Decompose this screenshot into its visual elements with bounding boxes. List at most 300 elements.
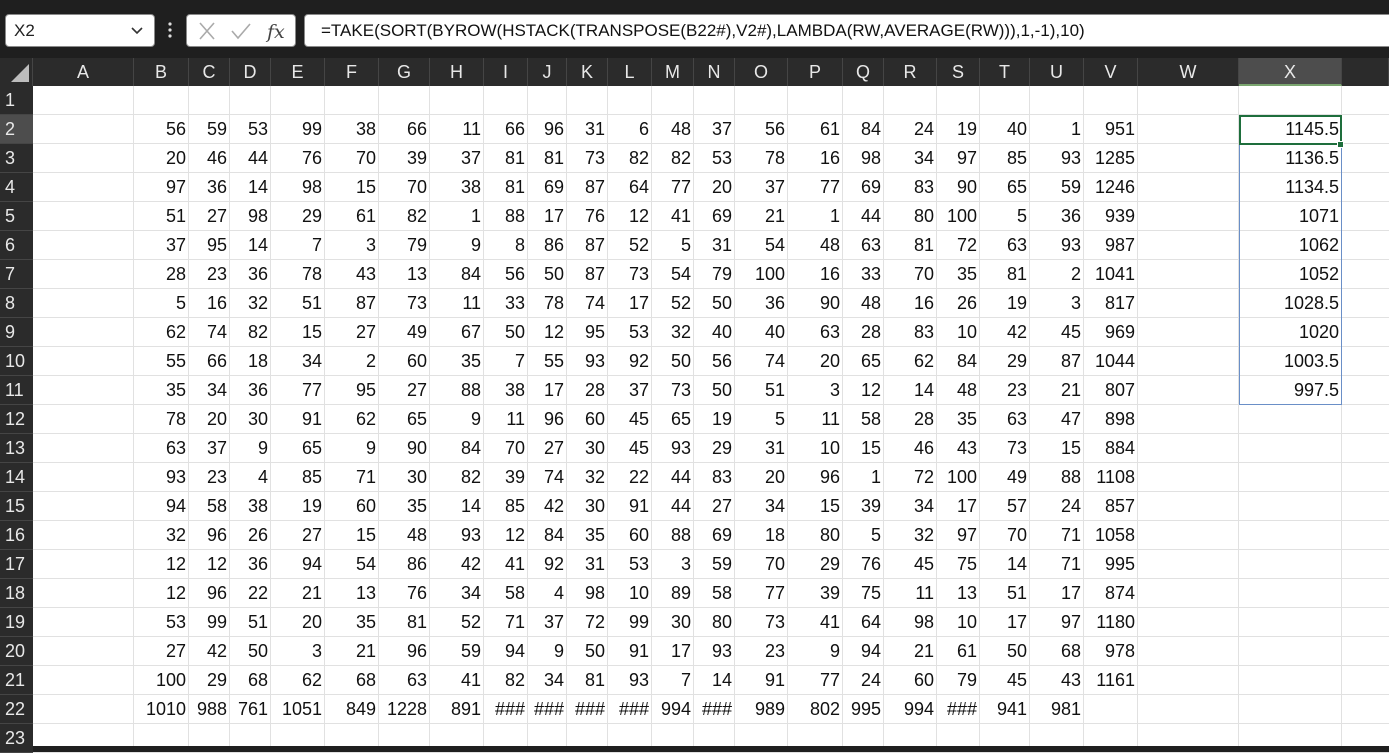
cell-e2[interactable]: 99 [301, 119, 322, 139]
cell-k20[interactable]: 50 [584, 641, 605, 661]
cell-b10[interactable]: 55 [165, 351, 186, 371]
cell-d15[interactable]: 38 [247, 496, 268, 516]
cell-m2[interactable]: 48 [670, 119, 691, 139]
cell-e21[interactable]: 62 [301, 670, 322, 690]
cell-h18[interactable]: 34 [460, 583, 481, 603]
cell-b13[interactable]: 63 [165, 438, 186, 458]
cell-o22[interactable]: 989 [754, 699, 785, 719]
cell-s6[interactable]: 72 [956, 235, 977, 255]
cell-e18[interactable]: 21 [301, 583, 322, 603]
cell-d20[interactable]: 50 [247, 641, 268, 661]
cell-e20[interactable]: 3 [311, 641, 322, 661]
cell-f11[interactable]: 95 [355, 380, 376, 400]
cell-n22[interactable]: ### [701, 699, 732, 719]
cell-n21[interactable]: 14 [711, 670, 732, 690]
cell-v20[interactable]: 978 [1104, 641, 1135, 661]
cell-h8[interactable]: 11 [462, 293, 481, 313]
cell-o3[interactable]: 78 [764, 148, 785, 168]
column-header-l[interactable]: L [608, 58, 652, 86]
cell-v3[interactable]: 1285 [1094, 148, 1135, 168]
cell-s13[interactable]: 43 [956, 438, 977, 458]
cell-x10[interactable]: 1003.5 [1283, 351, 1339, 371]
row-header-23[interactable]: 23 [0, 724, 33, 753]
column-header-f[interactable]: F [325, 58, 379, 86]
cell-i11[interactable]: 38 [504, 380, 525, 400]
cell-b12[interactable]: 78 [165, 409, 186, 429]
cell-k5[interactable]: 76 [584, 206, 605, 226]
cell-l14[interactable]: 22 [628, 467, 649, 487]
cell-c22[interactable]: 988 [196, 699, 227, 719]
cell-p21[interactable]: 77 [819, 670, 840, 690]
cell-u11[interactable]: 21 [1060, 380, 1081, 400]
column-header-j[interactable]: J [528, 58, 567, 86]
row-header-11[interactable]: 11 [0, 376, 33, 405]
cell-x9[interactable]: 1020 [1298, 322, 1339, 342]
cell-l15[interactable]: 91 [628, 496, 649, 516]
cell-g21[interactable]: 63 [406, 670, 427, 690]
cell-r7[interactable]: 70 [913, 264, 934, 284]
cell-t11[interactable]: 23 [1006, 380, 1027, 400]
cell-i2[interactable]: 66 [504, 119, 525, 139]
cell-t8[interactable]: 19 [1006, 293, 1027, 313]
cell-b22[interactable]: 1010 [145, 699, 186, 719]
cell-f17[interactable]: 54 [355, 554, 376, 574]
cell-g17[interactable]: 86 [406, 554, 427, 574]
cell-q16[interactable]: 5 [870, 525, 881, 545]
cell-o18[interactable]: 77 [764, 583, 785, 603]
cell-c21[interactable]: 29 [206, 670, 227, 690]
row-header-15[interactable]: 15 [0, 492, 33, 521]
cell-v13[interactable]: 884 [1104, 438, 1135, 458]
cell-k8[interactable]: 74 [584, 293, 605, 313]
cell-f12[interactable]: 62 [355, 409, 376, 429]
column-header-o[interactable]: O [735, 58, 788, 86]
cell-h6[interactable]: 9 [470, 235, 481, 255]
cell-i14[interactable]: 39 [504, 467, 525, 487]
column-header-d[interactable]: D [230, 58, 271, 86]
cell-f6[interactable]: 3 [365, 235, 376, 255]
cell-u9[interactable]: 45 [1060, 322, 1081, 342]
cell-h7[interactable]: 84 [460, 264, 481, 284]
cell-l17[interactable]: 53 [628, 554, 649, 574]
cell-t10[interactable]: 29 [1006, 351, 1027, 371]
row-header-5[interactable]: 5 [0, 202, 33, 231]
cell-v16[interactable]: 1058 [1094, 525, 1135, 545]
cell-o14[interactable]: 20 [764, 467, 785, 487]
cell-d17[interactable]: 36 [247, 554, 268, 574]
cell-r21[interactable]: 60 [913, 670, 934, 690]
cell-n2[interactable]: 37 [711, 119, 732, 139]
cell-h14[interactable]: 82 [460, 467, 481, 487]
cell-p16[interactable]: 80 [819, 525, 840, 545]
cell-j8[interactable]: 78 [543, 293, 564, 313]
cell-v8[interactable]: 817 [1104, 293, 1135, 313]
cell-m16[interactable]: 88 [670, 525, 691, 545]
chevron-down-icon[interactable] [130, 23, 144, 37]
formula-input[interactable] [304, 14, 1389, 47]
cell-g9[interactable]: 49 [406, 322, 427, 342]
cell-b20[interactable]: 27 [165, 641, 186, 661]
cell-o2[interactable]: 56 [764, 119, 785, 139]
cell-t13[interactable]: 73 [1006, 438, 1027, 458]
cell-i6[interactable]: 8 [514, 235, 525, 255]
cell-q18[interactable]: 75 [860, 583, 881, 603]
cell-v7[interactable]: 1041 [1094, 264, 1135, 284]
column-header-s[interactable]: S [937, 58, 980, 86]
cell-r16[interactable]: 32 [913, 525, 934, 545]
cell-m5[interactable]: 41 [670, 206, 691, 226]
cell-l20[interactable]: 91 [628, 641, 649, 661]
cell-l7[interactable]: 73 [628, 264, 649, 284]
cell-c16[interactable]: 96 [206, 525, 227, 545]
row-header-18[interactable]: 18 [0, 579, 33, 608]
cell-j3[interactable]: 81 [543, 148, 564, 168]
cell-n4[interactable]: 20 [711, 177, 732, 197]
cell-s4[interactable]: 90 [956, 177, 977, 197]
cell-p17[interactable]: 29 [819, 554, 840, 574]
cell-r8[interactable]: 16 [913, 293, 934, 313]
cell-j2[interactable]: 96 [543, 119, 564, 139]
cell-h2[interactable]: 11 [462, 119, 481, 139]
cell-j21[interactable]: 34 [543, 670, 564, 690]
cell-k18[interactable]: 98 [584, 583, 605, 603]
cell-m12[interactable]: 65 [670, 409, 691, 429]
cell-j22[interactable]: ### [533, 699, 564, 719]
cell-o12[interactable]: 5 [774, 409, 785, 429]
cell-o10[interactable]: 74 [764, 351, 785, 371]
row-header-6[interactable]: 6 [0, 231, 33, 260]
cell-c6[interactable]: 95 [206, 235, 227, 255]
cell-o19[interactable]: 73 [764, 612, 785, 632]
column-header-u[interactable]: U [1030, 58, 1084, 86]
select-all-icon[interactable] [0, 58, 33, 86]
cell-c7[interactable]: 23 [206, 264, 227, 284]
cell-e7[interactable]: 78 [301, 264, 322, 284]
cell-i16[interactable]: 12 [504, 525, 525, 545]
cell-m22[interactable]: 994 [660, 699, 691, 719]
cell-b7[interactable]: 28 [165, 264, 186, 284]
cell-b17[interactable]: 12 [165, 554, 186, 574]
cell-u20[interactable]: 68 [1060, 641, 1081, 661]
cell-f16[interactable]: 15 [355, 525, 376, 545]
cell-t18[interactable]: 51 [1006, 583, 1027, 603]
cell-b3[interactable]: 20 [165, 148, 186, 168]
cell-f9[interactable]: 27 [355, 322, 376, 342]
cell-k21[interactable]: 81 [584, 670, 605, 690]
cell-h5[interactable]: 1 [470, 206, 481, 226]
cell-i18[interactable]: 58 [504, 583, 525, 603]
cell-t4[interactable]: 65 [1006, 177, 1027, 197]
cell-c9[interactable]: 74 [206, 322, 227, 342]
cell-v19[interactable]: 1180 [1096, 612, 1135, 632]
cell-k4[interactable]: 87 [584, 177, 605, 197]
cell-r18[interactable]: 11 [915, 583, 934, 603]
cell-o13[interactable]: 31 [764, 438, 785, 458]
cell-m8[interactable]: 52 [670, 293, 691, 313]
cell-g2[interactable]: 66 [406, 119, 427, 139]
cell-h10[interactable]: 35 [460, 351, 481, 371]
cell-b15[interactable]: 94 [165, 496, 186, 516]
cell-m10[interactable]: 50 [670, 351, 691, 371]
cell-r6[interactable]: 81 [913, 235, 934, 255]
cell-n13[interactable]: 29 [711, 438, 732, 458]
cell-d12[interactable]: 30 [247, 409, 268, 429]
cell-i12[interactable]: 11 [506, 409, 525, 429]
cell-j4[interactable]: 69 [543, 177, 564, 197]
cell-b4[interactable]: 97 [165, 177, 186, 197]
cell-s17[interactable]: 75 [956, 554, 977, 574]
column-header-e[interactable]: E [271, 58, 325, 86]
cell-k3[interactable]: 73 [584, 148, 605, 168]
cell-t3[interactable]: 85 [1006, 148, 1027, 168]
cell-k2[interactable]: 31 [584, 119, 605, 139]
cell-l22[interactable]: ### [618, 699, 649, 719]
cell-u16[interactable]: 71 [1060, 525, 1081, 545]
cell-f14[interactable]: 71 [355, 467, 376, 487]
cell-t9[interactable]: 42 [1006, 322, 1027, 342]
cell-h15[interactable]: 14 [460, 496, 481, 516]
cell-o17[interactable]: 70 [764, 554, 785, 574]
cell-e16[interactable]: 27 [301, 525, 322, 545]
cell-j13[interactable]: 27 [543, 438, 564, 458]
cell-j5[interactable]: 17 [543, 206, 564, 226]
cell-s10[interactable]: 84 [956, 351, 977, 371]
column-header-h[interactable]: H [430, 58, 484, 86]
cell-o11[interactable]: 51 [764, 380, 785, 400]
cell-h16[interactable]: 93 [460, 525, 481, 545]
cell-c19[interactable]: 99 [206, 612, 227, 632]
cell-g8[interactable]: 73 [406, 293, 427, 313]
column-header-k[interactable]: K [567, 58, 608, 86]
cell-m17[interactable]: 3 [680, 554, 691, 574]
cell-q15[interactable]: 39 [860, 496, 881, 516]
row-header-10[interactable]: 10 [0, 347, 33, 376]
cell-s22[interactable]: ### [946, 699, 977, 719]
cell-q9[interactable]: 28 [860, 322, 881, 342]
cell-h13[interactable]: 84 [460, 438, 481, 458]
cell-e17[interactable]: 94 [301, 554, 322, 574]
cell-h12[interactable]: 9 [470, 409, 481, 429]
cell-r10[interactable]: 62 [913, 351, 934, 371]
cell-c15[interactable]: 58 [206, 496, 227, 516]
cell-s21[interactable]: 79 [956, 670, 977, 690]
cell-i9[interactable]: 50 [504, 322, 525, 342]
cell-s5[interactable]: 100 [946, 206, 977, 226]
fill-handle[interactable] [1337, 141, 1344, 148]
cell-f18[interactable]: 13 [355, 583, 376, 603]
cell-x6[interactable]: 1062 [1298, 235, 1339, 255]
cell-g6[interactable]: 79 [406, 235, 427, 255]
cell-g20[interactable]: 96 [406, 641, 427, 661]
cell-o4[interactable]: 37 [764, 177, 785, 197]
cell-m18[interactable]: 89 [670, 583, 691, 603]
cell-n11[interactable]: 50 [711, 380, 732, 400]
cell-f8[interactable]: 87 [355, 293, 376, 313]
cell-p5[interactable]: 1 [829, 206, 840, 226]
cell-s2[interactable]: 19 [956, 119, 977, 139]
cell-l18[interactable]: 10 [628, 583, 649, 603]
cell-g22[interactable]: 1228 [386, 699, 427, 719]
cell-u13[interactable]: 15 [1060, 438, 1081, 458]
cell-u12[interactable]: 47 [1060, 409, 1081, 429]
cell-v6[interactable]: 987 [1104, 235, 1135, 255]
cell-q17[interactable]: 76 [860, 554, 881, 574]
cell-p19[interactable]: 41 [819, 612, 840, 632]
cell-o21[interactable]: 91 [764, 670, 785, 690]
cell-p11[interactable]: 3 [829, 380, 840, 400]
row-header-12[interactable]: 12 [0, 405, 33, 434]
cell-e8[interactable]: 51 [301, 293, 322, 313]
cell-p14[interactable]: 96 [819, 467, 840, 487]
cell-n17[interactable]: 59 [711, 554, 732, 574]
cell-l8[interactable]: 17 [628, 293, 649, 313]
cell-c20[interactable]: 42 [206, 641, 227, 661]
cell-j15[interactable]: 42 [543, 496, 564, 516]
row-header-9[interactable]: 9 [0, 318, 33, 347]
cell-d11[interactable]: 36 [247, 380, 268, 400]
cell-v18[interactable]: 874 [1104, 583, 1135, 603]
cell-t20[interactable]: 50 [1006, 641, 1027, 661]
cell-e5[interactable]: 29 [301, 206, 322, 226]
row-header-8[interactable]: 8 [0, 289, 33, 318]
cell-s16[interactable]: 97 [956, 525, 977, 545]
cell-u17[interactable]: 71 [1060, 554, 1081, 574]
cell-r3[interactable]: 34 [913, 148, 934, 168]
cell-s19[interactable]: 10 [956, 612, 977, 632]
cell-k22[interactable]: ### [574, 699, 605, 719]
cell-u22[interactable]: 981 [1050, 699, 1081, 719]
cell-d5[interactable]: 98 [247, 206, 268, 226]
cell-i20[interactable]: 94 [504, 641, 525, 661]
cell-g12[interactable]: 65 [406, 409, 427, 429]
cell-q4[interactable]: 69 [860, 177, 881, 197]
cell-l10[interactable]: 92 [628, 351, 649, 371]
column-header-w[interactable]: W [1138, 58, 1239, 86]
cell-q11[interactable]: 12 [860, 380, 881, 400]
cell-v9[interactable]: 969 [1104, 322, 1135, 342]
cell-q8[interactable]: 48 [860, 293, 881, 313]
cell-x11[interactable]: 997.5 [1293, 380, 1339, 400]
cell-l2[interactable]: 6 [638, 119, 649, 139]
column-header-m[interactable]: M [652, 58, 694, 86]
cell-k9[interactable]: 95 [584, 322, 605, 342]
cell-q19[interactable]: 64 [860, 612, 881, 632]
cell-p2[interactable]: 61 [819, 119, 840, 139]
cell-m6[interactable]: 5 [680, 235, 691, 255]
cell-g16[interactable]: 48 [406, 525, 427, 545]
cell-n9[interactable]: 40 [711, 322, 732, 342]
row-header-17[interactable]: 17 [0, 550, 33, 579]
cell-l11[interactable]: 37 [628, 380, 649, 400]
cell-v4[interactable]: 1246 [1094, 177, 1135, 197]
cell-q12[interactable]: 58 [860, 409, 881, 429]
cell-t17[interactable]: 14 [1006, 554, 1027, 574]
cell-c8[interactable]: 16 [206, 293, 227, 313]
cell-n16[interactable]: 69 [711, 525, 732, 545]
cell-f3[interactable]: 70 [355, 148, 376, 168]
cell-h3[interactable]: 37 [460, 148, 481, 168]
row-header-7[interactable]: 7 [0, 260, 33, 289]
cell-i5[interactable]: 88 [504, 206, 525, 226]
cell-e14[interactable]: 85 [301, 467, 322, 487]
row-header-19[interactable]: 19 [0, 608, 33, 637]
cell-l4[interactable]: 64 [628, 177, 649, 197]
cell-o7[interactable]: 100 [754, 264, 785, 284]
cell-m7[interactable]: 54 [670, 264, 691, 284]
cell-e6[interactable]: 7 [311, 235, 322, 255]
fx-icon[interactable] [265, 20, 291, 44]
cell-m13[interactable]: 93 [670, 438, 691, 458]
cell-h4[interactable]: 38 [460, 177, 481, 197]
cell-x8[interactable]: 1028.5 [1283, 293, 1339, 313]
cell-x5[interactable]: 1071 [1298, 206, 1339, 226]
cell-f21[interactable]: 68 [355, 670, 376, 690]
cell-j12[interactable]: 96 [543, 409, 564, 429]
cell-u2[interactable]: 1 [1070, 119, 1081, 139]
cell-r9[interactable]: 83 [913, 322, 934, 342]
cell-d19[interactable]: 51 [247, 612, 268, 632]
cell-t14[interactable]: 49 [1006, 467, 1027, 487]
cell-j16[interactable]: 84 [543, 525, 564, 545]
cell-d14[interactable]: 4 [257, 467, 268, 487]
cell-r11[interactable]: 14 [913, 380, 934, 400]
cell-f10[interactable]: 2 [365, 351, 376, 371]
cell-j7[interactable]: 50 [543, 264, 564, 284]
cell-d13[interactable]: 9 [257, 438, 268, 458]
cell-o20[interactable]: 23 [764, 641, 785, 661]
cell-n3[interactable]: 53 [711, 148, 732, 168]
cell-n6[interactable]: 31 [711, 235, 732, 255]
cell-d16[interactable]: 26 [247, 525, 268, 545]
cell-c10[interactable]: 66 [206, 351, 227, 371]
cell-i15[interactable]: 85 [504, 496, 525, 516]
cell-i21[interactable]: 82 [504, 670, 525, 690]
column-header-v[interactable]: V [1084, 58, 1138, 86]
cell-k13[interactable]: 30 [584, 438, 605, 458]
cell-t2[interactable]: 40 [1006, 119, 1027, 139]
cell-q10[interactable]: 65 [860, 351, 881, 371]
cell-v14[interactable]: 1108 [1096, 467, 1135, 487]
cell-g10[interactable]: 60 [406, 351, 427, 371]
cell-e19[interactable]: 20 [301, 612, 322, 632]
cell-m21[interactable]: 7 [680, 670, 691, 690]
cell-s3[interactable]: 97 [956, 148, 977, 168]
cell-x2[interactable]: 1145.5 [1285, 119, 1339, 139]
cell-o16[interactable]: 18 [764, 525, 785, 545]
cell-r12[interactable]: 28 [913, 409, 934, 429]
cell-n10[interactable]: 56 [711, 351, 732, 371]
cell-d6[interactable]: 14 [247, 235, 268, 255]
cell-k14[interactable]: 32 [584, 467, 605, 487]
cell-f20[interactable]: 21 [355, 641, 376, 661]
cell-u4[interactable]: 59 [1060, 177, 1081, 197]
row-header-2[interactable]: 2 [0, 115, 33, 144]
cell-t12[interactable]: 63 [1006, 409, 1027, 429]
cell-v11[interactable]: 807 [1104, 380, 1135, 400]
cell-d10[interactable]: 18 [247, 351, 268, 371]
cell-g4[interactable]: 70 [406, 177, 427, 197]
cell-q2[interactable]: 84 [860, 119, 881, 139]
cell-r4[interactable]: 83 [913, 177, 934, 197]
cell-b11[interactable]: 35 [165, 380, 186, 400]
cell-j9[interactable]: 12 [543, 322, 564, 342]
cell-x3[interactable]: 1136.5 [1285, 148, 1339, 168]
cell-s8[interactable]: 26 [956, 293, 977, 313]
cell-m14[interactable]: 44 [670, 467, 691, 487]
cell-u14[interactable]: 88 [1060, 467, 1081, 487]
cell-r2[interactable]: 24 [913, 119, 934, 139]
cell-h22[interactable]: 891 [450, 699, 481, 719]
